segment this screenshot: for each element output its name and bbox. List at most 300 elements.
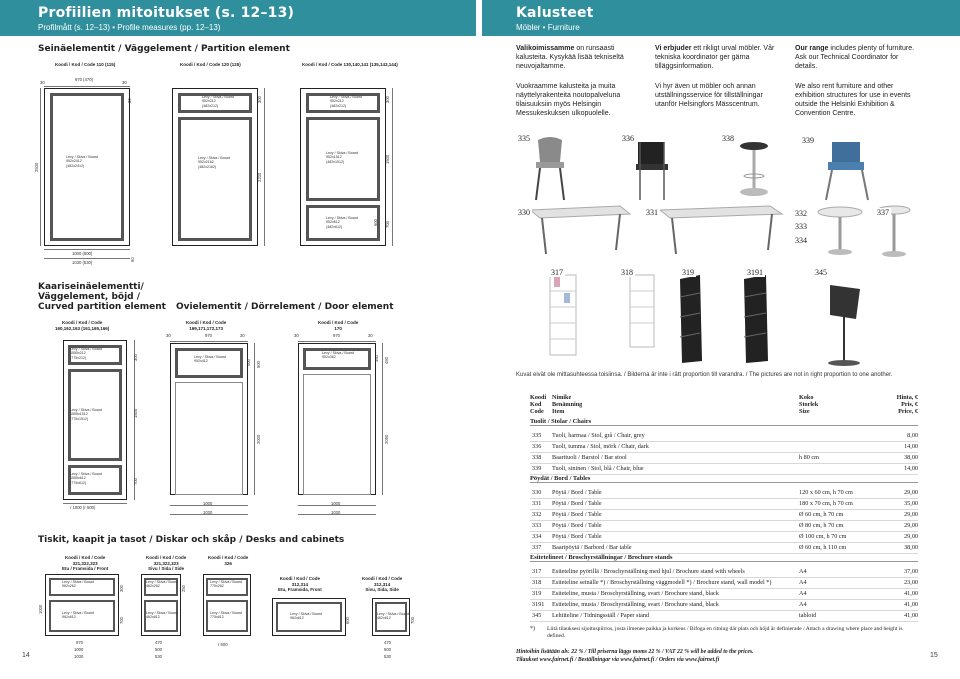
header-line: Code xyxy=(530,408,544,415)
header-size xyxy=(799,394,818,415)
board-label-line: Levy / Skiva / Board xyxy=(322,351,354,355)
board-label-line: 1555x1512 xyxy=(70,412,88,417)
board-label-line: 962x612 xyxy=(290,616,304,621)
price-cell-price: 23,00 xyxy=(904,579,918,586)
dim-label: 450 xyxy=(384,357,389,364)
code-line: Etu / Framsida / Front xyxy=(62,566,109,571)
dim-label: 1000 xyxy=(38,604,43,614)
price-cell-item: Pöytä / Bord / Table xyxy=(552,511,602,518)
price-cell-code: 334 xyxy=(532,533,542,540)
board-label xyxy=(198,156,230,169)
price-cell-code: 337 xyxy=(532,544,542,551)
price-cell-price: 14,00 xyxy=(904,465,918,472)
dim-label: 970 (470) xyxy=(75,77,93,82)
code-line: 312,314 xyxy=(291,581,309,587)
price-cell-size: A4 xyxy=(799,601,807,608)
board-label xyxy=(210,611,242,620)
code-line: Koodi / Kod / Code xyxy=(146,555,187,560)
board-label-line: Levy / Skiva / Board xyxy=(194,355,226,359)
price-cell-code: 333 xyxy=(532,522,542,529)
price-category-title: Pöydät / Bord / Tables xyxy=(530,475,918,483)
price-cell-size: Ø 60 cm, h 110 cm xyxy=(799,544,847,551)
board-label-line: Levy / Skiva / Board xyxy=(290,612,322,616)
product-label-337: 337 xyxy=(877,208,889,217)
board-label-line: 952x2412 xyxy=(66,159,82,164)
board-label-line: 952x1512 xyxy=(326,155,342,160)
board-label xyxy=(330,95,362,108)
price-cell-item: Tuoli, sininen / Stol, blå / Chair, blue xyxy=(552,465,644,472)
intro-en-text: includes plenty of furniture. Ask our Technical Coordinator for details. xyxy=(795,45,915,70)
intro-en-bold: Our range xyxy=(795,45,829,52)
title-line: Kaariseinäelementti/ xyxy=(38,282,144,292)
price-cell-code: 345 xyxy=(532,612,542,619)
board-label xyxy=(66,155,98,168)
price-cell-price: 8,00 xyxy=(907,432,918,439)
price-cell-item: Esiteteline, musta / Broschyrställning, svart / Brochure stand, black xyxy=(552,590,719,597)
dim-label: 1000 (500) xyxy=(72,251,93,256)
board-label xyxy=(62,611,94,620)
footnote-text: Liitä tilauksesi sijoituspiirros, josta ilmenee paikka ja korkeus / Bifoga en ritning där plats och höjd är definierade / Attach a drawing where place and height is defined. xyxy=(547,626,903,639)
dim-label: 250 xyxy=(181,585,186,592)
board-label xyxy=(70,472,102,485)
dim-label: 700 xyxy=(119,617,124,624)
dim-label: 500 xyxy=(256,361,261,368)
board-label xyxy=(377,612,409,621)
code-line: 326 xyxy=(224,560,232,566)
code-line: 170 xyxy=(334,325,342,331)
dim-label: 400 xyxy=(246,359,251,366)
board-label-line: Levy / Skiva / Board xyxy=(326,216,358,220)
title-line: Curved partition element xyxy=(38,302,166,312)
code-line: 312,314 xyxy=(373,581,391,587)
dim-label: 470 xyxy=(155,640,162,645)
board-label-line: Levy / Skiva / Board xyxy=(146,611,178,615)
board-label-line: Levy / Skiva / Board xyxy=(62,611,94,615)
dim-label: 470 xyxy=(384,640,391,645)
dim-label: r 1000 (r 500) xyxy=(70,505,96,510)
code-line: Koodi / Kod / Code xyxy=(208,555,249,560)
dim-label: 700 xyxy=(133,478,138,485)
price-cell-price: 29,00 xyxy=(904,522,918,529)
price-cell-size: 120 x 60 cm, h 70 cm xyxy=(799,489,853,496)
header-line: Benämning xyxy=(552,401,583,408)
board-label-line: 952x612 xyxy=(326,220,340,225)
dim-label: 970 xyxy=(76,640,83,645)
title-line: Väggelement, böjd / xyxy=(38,292,141,302)
product-label-331: 331 xyxy=(646,208,658,217)
dim-label: 600 xyxy=(373,219,378,226)
price-cell-item: Esiteteline pyörillä / Broschyrställning med hjul / Brochure stand with wheels xyxy=(552,568,745,575)
desk-code-2 xyxy=(146,555,186,572)
dim-label: 30 xyxy=(127,98,132,103)
price-cell-price: 29,00 xyxy=(904,511,918,518)
board-label-line: (482x2162) xyxy=(198,164,217,169)
price-table-header xyxy=(530,394,918,418)
dim-line xyxy=(392,88,393,246)
board-label-line: 462x612 xyxy=(377,616,391,621)
chair-338-image xyxy=(740,142,768,196)
product-label-3191: 3191 xyxy=(747,268,763,277)
stand-318-image xyxy=(630,275,654,347)
code-line: 321,322,323 xyxy=(72,560,98,566)
dim-label: 2500 xyxy=(34,162,39,172)
dim-label: 1000 xyxy=(74,647,84,652)
stand-345-image xyxy=(828,285,860,366)
intro-fi-bold: Valikoimissamme xyxy=(516,45,575,52)
price-cell-item: Lehtiteline / Tidningsställ / Paper stand xyxy=(552,612,650,619)
price-cell-size: 180 x 70 cm, h 70 cm xyxy=(799,500,853,507)
price-cell-price: 38,00 xyxy=(904,454,918,461)
board-label-line: (775x212) xyxy=(70,355,87,360)
product-label-335: 335 xyxy=(518,134,530,143)
price-cell-code: 338 xyxy=(532,454,542,461)
dim-label: 2050 xyxy=(384,434,389,444)
product-label-317: 317 xyxy=(551,268,563,277)
price-cell-price: 37,00 xyxy=(904,568,918,575)
board-label-line: 952x212 xyxy=(202,99,216,104)
code-line: Koodi / Kod / Code xyxy=(318,320,359,325)
price-cell-price: 38,00 xyxy=(904,544,918,551)
board-label-line: Levy / Skiva / Board xyxy=(70,347,102,351)
dim-label: 2000 xyxy=(256,434,261,444)
intro-sv-text: ett rikligt urval möbler. Vår tekniska koordinator ger gärna tilläggsinformation. xyxy=(655,45,775,70)
price-cell-price: 41,00 xyxy=(904,601,918,608)
dim-label: 30 xyxy=(294,333,299,338)
price-cell-code: 319 xyxy=(532,590,542,597)
desk-code-1 xyxy=(62,555,108,572)
desk-code-5 xyxy=(362,576,402,593)
board-label xyxy=(326,216,358,229)
board-label-line: 952x412 xyxy=(194,359,208,364)
header-code xyxy=(530,394,546,415)
dim-label: 700 xyxy=(385,221,390,228)
order-line: Tilaukset www.fairnet.fi / Beställningar via www.fairnet.fi / Orders via www.fairnet.fi xyxy=(516,657,720,663)
stands-photo xyxy=(530,265,920,373)
board-label-line: Levy / Skiva / Board xyxy=(330,95,362,99)
tables-photo xyxy=(510,200,930,262)
board-label xyxy=(194,355,226,364)
dim-line xyxy=(63,503,127,504)
board-label-line: (482x2412) xyxy=(66,163,85,168)
price-cell-item: Pöytä / Bord / Table xyxy=(552,522,602,529)
dim-line xyxy=(44,86,130,87)
price-cell-price: 41,00 xyxy=(904,612,918,619)
price-cell-size: tabloid xyxy=(799,612,817,619)
dim-label: 300 xyxy=(385,96,390,103)
wall-code-2: Koodi / Kod / Code 120 (125) xyxy=(180,62,241,67)
board-label xyxy=(70,408,102,421)
price-cell-code: 331 xyxy=(532,500,542,507)
page-number-right: 15 xyxy=(930,652,938,659)
dim-line xyxy=(170,341,248,342)
dim-line xyxy=(298,341,376,342)
price-cell-item: Pöytä / Bord / Table xyxy=(552,500,602,507)
board-label-line: (775x1512) xyxy=(70,416,89,421)
dim-line xyxy=(44,258,130,259)
stand-317-image xyxy=(550,275,576,355)
header-line: Koko xyxy=(799,394,814,401)
price-cell-code: 330 xyxy=(532,489,542,496)
code-line: 321,322,323 xyxy=(153,560,179,566)
board-label-line: Levy / Skiva / Board xyxy=(70,408,102,412)
price-cell-code: 339 xyxy=(532,465,542,472)
board-label-line: 462x262 xyxy=(146,584,160,589)
price-cell-size: A4 xyxy=(799,590,807,597)
price-row xyxy=(530,542,918,554)
product-label-332: 332 xyxy=(795,209,807,218)
dim-label: 1500 xyxy=(385,154,390,164)
price-cell-size: h 80 cm xyxy=(799,454,819,461)
header-line: Size xyxy=(799,408,810,415)
right-header-bar xyxy=(482,0,960,36)
intro-sv xyxy=(655,44,780,71)
price-cell-code: 318 xyxy=(532,579,542,586)
header-line: Price, € xyxy=(898,408,918,415)
dim-label: 1000 xyxy=(331,501,341,506)
board-label-line: 775x262 xyxy=(210,584,224,589)
dim-label: 30 xyxy=(166,333,171,338)
desk-code-4 xyxy=(278,576,322,593)
left-page-subtitle: Profilmått (s. 12–13) • Profile measures (pp. 12–13) xyxy=(38,23,221,32)
price-cell-item: Pöytä / Bord / Table xyxy=(552,533,602,540)
board-label-line: 962x262 xyxy=(62,584,76,589)
board-label-line: 462x612 xyxy=(146,615,160,620)
table-331-image xyxy=(660,206,782,254)
dim-label: 1500 xyxy=(133,408,138,418)
price-cell-code: 3191 xyxy=(532,601,545,608)
price-cell-item: Esiteteline seinälle *) / Broschyrställning väggmodell *) / Brochure stand, wall model *) xyxy=(552,579,772,586)
wall-board-3 xyxy=(178,117,252,241)
board-label-line: Levy / Skiva / Board xyxy=(210,611,242,615)
right-page-subtitle: Möbler • Furniture xyxy=(516,23,580,32)
dim-label: 1030 (530) xyxy=(72,260,93,265)
price-cell-price: 29,00 xyxy=(904,489,918,496)
product-label-319: 319 xyxy=(682,268,694,277)
dim-label: 30 xyxy=(240,333,245,338)
board-label-line: 952x212 xyxy=(330,99,344,104)
code-line: Koodi / Kod / Code xyxy=(65,555,106,560)
price-cell-size: Ø 100 cm, h 70 cm xyxy=(799,533,847,540)
dim-label: 30 xyxy=(368,333,373,338)
dim-label: 50 xyxy=(130,257,135,262)
dim-label: 300 xyxy=(119,585,124,592)
dim-label: 1030 xyxy=(74,654,84,659)
dim-label: 2200 xyxy=(257,172,262,182)
intro-sv-2: Vi hyr även ut möbler och annan utställningsservice för tillställningar utanför Helsingfors Mässcentrum. xyxy=(655,83,763,108)
table-332-image xyxy=(818,207,862,255)
board-label-line: Levy / Skiva / Board xyxy=(202,95,234,99)
board-label xyxy=(322,351,354,360)
price-row xyxy=(530,610,918,622)
board-label-line: (775x612) xyxy=(70,480,87,485)
stand-3191-image xyxy=(744,275,768,363)
intro-en-2: We also rent furniture and other exhibition structures for use in events outside the Helsinki Exhibition & Convention Centre. xyxy=(795,83,911,117)
dim-label: 300 xyxy=(133,354,138,361)
board-label-line: Levy / Skiva / Board xyxy=(70,472,102,476)
dim-label: 500 xyxy=(155,647,162,652)
price-cell-price: 29,00 xyxy=(904,533,918,540)
header-line: Pris, € xyxy=(901,401,918,408)
header-line: Hinta, € xyxy=(896,394,918,401)
code-line: Koodi / Kod / Code xyxy=(362,576,403,581)
page-number-left: 14 xyxy=(22,652,30,659)
left-page-title: Profiilien mitoitukset (s. 12–13) xyxy=(38,5,295,21)
dim-label: 1030 xyxy=(331,510,341,515)
board-label xyxy=(70,347,102,360)
header-item xyxy=(552,394,582,415)
board-label-line: Levy / Skiva / Board xyxy=(377,612,409,616)
board-label xyxy=(202,95,234,108)
code-line: Koodi / Kod / Code xyxy=(186,320,227,325)
dim-label: 1030 xyxy=(203,510,213,515)
dim-line xyxy=(254,343,255,495)
door-opening-1 xyxy=(175,382,243,495)
price-cell-code: 335 xyxy=(532,432,542,439)
product-label-330: 330 xyxy=(518,208,530,217)
header-line: Item xyxy=(552,408,565,415)
board-label xyxy=(62,580,94,589)
dim-line xyxy=(382,343,383,495)
header-line: Storlek xyxy=(799,401,819,408)
dim-label: 530 xyxy=(155,654,162,659)
header-line: Kod xyxy=(530,401,542,408)
board-label-line: (482x1512) xyxy=(326,159,345,164)
wall-code-1: Koodi / Kod / Code 110 (115) xyxy=(55,62,116,67)
board-label xyxy=(326,151,358,164)
product-label-318: 318 xyxy=(621,268,633,277)
price-category-title: Esitetelineet / Broschyrställningar / Brochure stands xyxy=(530,554,918,562)
price-cell-code: 332 xyxy=(532,511,542,518)
footnote-mark: *) xyxy=(530,626,535,632)
intro-fi xyxy=(516,44,638,71)
product-label-338: 338 xyxy=(722,134,734,143)
intro-fi-text: on runsaasti kalusteita. Kysykää lisää tekniseltä neuvojaltamme. xyxy=(516,45,624,70)
price-cell-item: Baarituoli / Barstol / Bar stool xyxy=(552,454,627,461)
price-cell-code: 317 xyxy=(532,568,542,575)
board-label xyxy=(146,611,178,620)
price-cell-price: 14,00 xyxy=(904,443,918,450)
code-line: Etu, Framsida, Front xyxy=(278,587,322,592)
price-cell-item: Tuoli, harmaa / Stol, grå / Chair, grey xyxy=(552,432,645,439)
dim-line xyxy=(44,249,130,250)
price-category-title: Tuolit / Stolar / Chairs xyxy=(530,418,918,426)
table-330-image xyxy=(530,206,630,254)
board-label-line: 962x612 xyxy=(62,615,76,620)
price-cell-item: Tuoli, tumma / Stol, mörk / Chair, dark xyxy=(552,443,649,450)
code-line: Koodi / Kod / Code xyxy=(62,320,103,325)
dim-line xyxy=(40,88,41,246)
product-label-339: 339 xyxy=(802,136,814,145)
price-cell-price: 41,00 xyxy=(904,590,918,597)
board-label-line: 1555x612 xyxy=(70,476,86,481)
code-line: 160,162,163 (161,165,166) xyxy=(55,325,110,331)
curved-section-title xyxy=(38,282,166,312)
code-line: Sivu, Sida, Side xyxy=(365,587,399,592)
board-label-line: Levy / Skiva / Board xyxy=(146,580,178,584)
curved-code xyxy=(55,320,109,331)
stand-319-image xyxy=(680,275,702,363)
board-label xyxy=(210,580,242,589)
header-line: Nimike xyxy=(552,394,572,401)
dim-label: 30 xyxy=(40,80,45,85)
price-cell-item: Pöytä / Bord / Table xyxy=(552,489,602,496)
board-label-line: Levy / Skiva / Board xyxy=(198,156,230,160)
price-cell-size: A4 xyxy=(799,579,807,586)
product-label-345: 345 xyxy=(815,268,827,277)
right-page-title: Kalusteet xyxy=(516,5,594,21)
dim-label: 30 xyxy=(122,80,127,85)
dim-label: 350 xyxy=(374,355,379,362)
wall-code-3: Koodi / Kod / Code 130,140,141 (135,143,144) xyxy=(302,62,398,67)
price-cell-item: Esiteteline, musta / Broschyrställning, svart / Brochure stand, black xyxy=(552,601,719,608)
chair-339-image xyxy=(826,142,868,200)
left-header-bar xyxy=(0,0,476,36)
wall-section-title: Seinäelementit / Väggelement / Partition element xyxy=(38,44,290,54)
intro-sv-bold: Vi erbjuder xyxy=(655,45,692,52)
dim-label: 1000 xyxy=(203,501,213,506)
board-label-line: 952x362 xyxy=(322,355,336,360)
code-line: Sivu / Sida / Side xyxy=(148,566,185,571)
dim-label: 500 xyxy=(384,647,391,652)
vat-line: Hintoihin lisätään alv. 22 % / Till priserna läggs moms 22 % / VAT 22 % will be added to the prices. xyxy=(516,649,754,655)
dim-label: 970 xyxy=(333,333,340,338)
board-label-line: Levy / Skiva / Board xyxy=(326,151,358,155)
board-label-line: 1555x212 xyxy=(70,351,86,356)
board-label-line: Levy / Skiva / Board xyxy=(66,155,98,159)
dim-line xyxy=(134,340,135,500)
dim-label: 600 xyxy=(345,617,350,624)
product-label-334: 334 xyxy=(795,236,807,245)
product-label-336: 336 xyxy=(622,134,634,143)
product-label-333: 333 xyxy=(795,222,807,231)
dim-label: r 500 xyxy=(218,642,228,647)
board-label-line: (482x212) xyxy=(330,103,347,108)
price-cell-price: 35,00 xyxy=(904,500,918,507)
dim-label: 700 xyxy=(410,617,415,624)
board-label-line: (482x612) xyxy=(326,224,343,229)
desks-section-title: Tiskit, kaapit ja tasot / Diskar och skåp / Desks and cabinets xyxy=(38,535,345,545)
dim-label: 300 xyxy=(257,96,262,103)
door-code-1 xyxy=(186,320,226,331)
price-cell-code: 336 xyxy=(532,443,542,450)
dim-label: 970 xyxy=(205,333,212,338)
board-label-line: Levy / Skiva / Board xyxy=(210,580,242,584)
code-line: Koodi / Kod / Code xyxy=(279,576,320,581)
door-code-2 xyxy=(318,320,358,331)
photo-proportion-note: Kuvat eivät ole mittasuhteessa toisiinsa. / Bilderna är inte i rätt proportion till varandra. / The pictures are not in right proportion to one another. xyxy=(516,372,893,378)
door-section-title: Ovielementit / Dörrelement / Door element xyxy=(176,302,394,312)
price-row xyxy=(530,463,918,475)
board-label xyxy=(290,612,322,621)
board-label-line: 952x2162 xyxy=(198,160,214,165)
dim-line xyxy=(264,88,265,246)
code-line: 169,171,172,173 xyxy=(189,325,224,331)
board-label-line: (482x212) xyxy=(202,103,219,108)
chair-336-image xyxy=(636,142,668,200)
board-label-line: 775x612 xyxy=(210,615,224,620)
price-cell-size: A4 xyxy=(799,568,807,575)
intro-fi-2: Vuokraamme kalusteita ja muita näyttelyrakenteita noutopalveluna tilaisuuksiin myös Helsingin Messukeskuksen ulkopuolelle. xyxy=(516,83,621,117)
board-label xyxy=(146,580,178,589)
chair-335-image xyxy=(536,137,564,200)
header-price xyxy=(897,394,918,415)
door-opening-2 xyxy=(303,374,371,495)
price-cell-size: Ø 80 cm, h 70 cm xyxy=(799,522,844,529)
dim-label: 530 xyxy=(384,654,391,659)
header-line: Koodi xyxy=(530,394,547,401)
price-cell-item: Baaripöytä / Barbord / Bar table xyxy=(552,544,632,551)
price-cell-size: Ø 60 cm, h 70 cm xyxy=(799,511,844,518)
